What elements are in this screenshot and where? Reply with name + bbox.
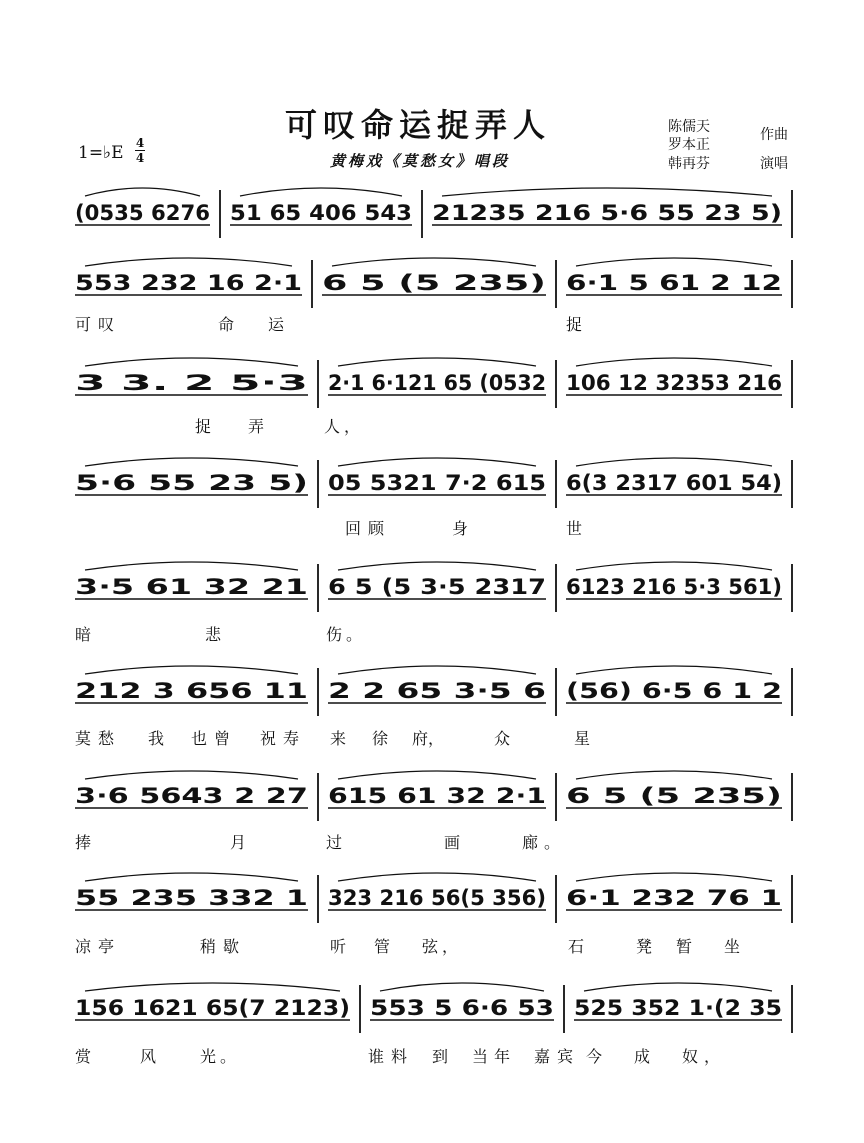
measure-1-2: 51 65 406 543 bbox=[230, 201, 412, 225]
measure-4-1: 5·6 55 23 5) bbox=[75, 471, 308, 495]
lyric-row-3 bbox=[195, 417, 360, 436]
lyric-char: 来 bbox=[330, 729, 347, 748]
lyric-char: 今 bbox=[586, 1047, 603, 1066]
lyric-char: 当 bbox=[472, 1047, 489, 1066]
measure-6-2: 2 2 65 3·5 6 bbox=[328, 679, 546, 703]
lyric-char: 捉 bbox=[195, 417, 212, 436]
measure-7-3: 6 5 (5 235) bbox=[566, 784, 782, 808]
lyric-char: 奴 bbox=[682, 1047, 699, 1066]
measure-5-1: 3·5 61 32 21 bbox=[75, 575, 308, 599]
lyric-char: 也 bbox=[191, 729, 208, 748]
lyric-row-2 bbox=[75, 315, 582, 334]
song-title: 可叹命运捉弄人 bbox=[285, 106, 552, 144]
score-row-8 bbox=[75, 873, 792, 923]
slur bbox=[338, 771, 536, 779]
slur bbox=[338, 562, 536, 570]
slur bbox=[584, 983, 772, 991]
slur bbox=[576, 873, 772, 881]
slur bbox=[338, 666, 536, 674]
lyric-char: 愁 bbox=[98, 729, 115, 748]
slur bbox=[240, 188, 402, 196]
lyric-char: 嘉 bbox=[534, 1047, 551, 1066]
measure-9-1: 156 1621 65(7 2123) bbox=[75, 996, 350, 1020]
lyric-char: 歇 bbox=[223, 937, 240, 956]
slur bbox=[332, 258, 536, 266]
slur bbox=[85, 771, 298, 779]
lyric-char: 可 bbox=[75, 315, 92, 334]
lyric-char: 悲 bbox=[205, 625, 222, 644]
measure-4-2: 05 5321 7·2 615 bbox=[328, 471, 546, 495]
lyric-char: 风 bbox=[140, 1047, 157, 1066]
lyric-char: 到 bbox=[432, 1047, 449, 1066]
time-signature-bottom: 4 bbox=[135, 151, 145, 165]
measure-3-1: 3 3. 2 5·3 bbox=[75, 371, 308, 395]
measure-4-3: 6(3 2317 601 54) bbox=[566, 471, 782, 495]
lyric-char: 祝 bbox=[260, 729, 277, 748]
lyric-char: ， bbox=[704, 1047, 721, 1066]
lyric-char: 捧 bbox=[75, 833, 92, 852]
lyric-char: 暂 bbox=[676, 937, 693, 956]
measure-3-2: 2·1 6·121 65 (0532 bbox=[328, 371, 546, 395]
lyric-char: ， bbox=[344, 417, 361, 436]
measure-6-3: (56) 6·5 6 1 2 bbox=[566, 679, 782, 703]
lyric-char: 身 bbox=[452, 519, 469, 538]
lyric-row-8 bbox=[75, 937, 740, 956]
lyric-char: 谁 bbox=[368, 1047, 385, 1066]
slur bbox=[576, 458, 772, 466]
lyric-char: 运 bbox=[268, 315, 285, 334]
composer-2: 罗本正 bbox=[668, 137, 710, 153]
slur bbox=[85, 358, 298, 366]
measure-7-1: 3·6 5643 2 27 bbox=[75, 784, 308, 808]
lyric-char: 稍 bbox=[200, 937, 217, 956]
lyric-char: 叹 bbox=[98, 315, 115, 334]
slur bbox=[338, 358, 536, 366]
lyric-char: 年 bbox=[494, 1047, 511, 1066]
singer-role: 演唱 bbox=[760, 156, 788, 172]
score-row-6 bbox=[75, 666, 792, 716]
lyric-char: 成 bbox=[634, 1047, 651, 1066]
key-signature: 1=♭E bbox=[78, 143, 124, 163]
lyric-char: 画 bbox=[444, 833, 461, 852]
score-row-1 bbox=[75, 188, 792, 238]
measure-2-3: 6·1 5 61 2 12 bbox=[566, 271, 782, 295]
lyric-char: 月 bbox=[230, 833, 247, 852]
score-rows bbox=[75, 188, 792, 1033]
lyric-char: 凳 bbox=[636, 937, 653, 956]
lyric-char: 命 bbox=[218, 315, 235, 334]
measure-6-1: 212 3 656 11 bbox=[75, 679, 308, 703]
lyric-char: 光 bbox=[200, 1047, 217, 1066]
lyric-char: 凉 bbox=[75, 937, 92, 956]
measure-1-1: (0535 6276 bbox=[75, 201, 211, 225]
lyric-char: 曾 bbox=[214, 729, 231, 748]
lyric-char: 弄 bbox=[248, 417, 265, 436]
slur bbox=[85, 666, 298, 674]
lyric-char: 。 bbox=[544, 833, 561, 852]
lyric-char: 廊 bbox=[522, 833, 539, 852]
lyric-char: 莫 bbox=[75, 729, 92, 748]
slur bbox=[85, 188, 200, 196]
lyric-row-9 bbox=[75, 1047, 720, 1066]
slur bbox=[576, 562, 772, 570]
slur bbox=[338, 458, 536, 466]
measure-8-2: 323 216 56(5 356) bbox=[328, 886, 546, 910]
lyric-char: 世 bbox=[566, 519, 583, 538]
lyric-row-5 bbox=[75, 625, 362, 644]
lyric-char: 料 bbox=[391, 1047, 408, 1066]
lyric-char: 捉 bbox=[566, 315, 583, 334]
slur bbox=[85, 458, 298, 466]
lyric-char: 人 bbox=[324, 417, 341, 436]
lyric-char: 听 bbox=[330, 937, 347, 956]
lyric-row-7 bbox=[75, 833, 560, 852]
lyric-char: 赏 bbox=[75, 1047, 92, 1066]
lyric-row-6 bbox=[75, 729, 590, 748]
lyric-char: 顾 bbox=[368, 519, 385, 538]
measure-2-1: 553 232 16 2·1 bbox=[75, 271, 302, 295]
lyric-char: 府 bbox=[412, 729, 429, 748]
slur bbox=[338, 873, 536, 881]
measure-7-2: 615 61 32 2·1 bbox=[328, 784, 546, 808]
lyric-row-4 bbox=[345, 519, 582, 538]
lyric-char: 伤 bbox=[326, 625, 343, 644]
lyric-char: 暗 bbox=[75, 625, 92, 644]
measure-8-1: 55 235 332 1 bbox=[75, 886, 308, 910]
lyric-char: 回 bbox=[345, 519, 362, 538]
lyric-char: 管 bbox=[374, 937, 391, 956]
slur bbox=[85, 873, 298, 881]
lyric-char: 石 bbox=[568, 937, 585, 956]
lyric-char: 。 bbox=[346, 625, 363, 644]
slur bbox=[576, 666, 772, 674]
measure-9-2: 553 5 6·6 53 bbox=[370, 996, 554, 1020]
slur bbox=[576, 771, 772, 779]
slur bbox=[576, 258, 772, 266]
slur bbox=[380, 983, 544, 991]
lyric-char: ， bbox=[442, 937, 459, 956]
measure-8-3: 6·1 232 76 1 bbox=[566, 886, 782, 910]
lyric-char: 寿 bbox=[283, 729, 300, 748]
measure-3-3: 106 12 32353 216 bbox=[566, 371, 782, 395]
lyric-char: ， bbox=[428, 729, 445, 748]
slur bbox=[85, 983, 340, 991]
slur bbox=[576, 358, 772, 366]
measure-1-3: 21235 216 5·6 55 23 5) bbox=[432, 201, 782, 225]
lyric-char: 我 bbox=[148, 729, 165, 748]
lyric-char: 过 bbox=[326, 833, 343, 852]
measure-2-2: 6 5 (5 235) bbox=[322, 271, 546, 295]
score-row-9 bbox=[75, 983, 792, 1033]
score-row-7 bbox=[75, 771, 792, 821]
singer-name: 韩再芬 bbox=[668, 156, 710, 172]
score-row-4 bbox=[75, 458, 792, 508]
measure-5-2: 6 5 (5 3·5 2317 bbox=[328, 575, 546, 599]
lyric-char: 星 bbox=[574, 729, 591, 748]
score-row-3 bbox=[75, 358, 792, 408]
slur bbox=[85, 562, 298, 570]
slur bbox=[442, 188, 772, 196]
lyric-char: 坐 bbox=[724, 937, 741, 956]
lyric-char: 亭 bbox=[98, 937, 115, 956]
lyric-char: 弦 bbox=[422, 937, 439, 956]
lyric-char: 徐 bbox=[372, 729, 389, 748]
score-row-5 bbox=[75, 562, 792, 612]
lyric-char: 宾 bbox=[557, 1047, 574, 1066]
lyric-char: 。 bbox=[220, 1047, 237, 1066]
score-row-2 bbox=[75, 258, 792, 308]
lyric-char: 众 bbox=[494, 729, 511, 748]
measure-9-3: 525 352 1·(2 35 bbox=[574, 996, 782, 1020]
song-subtitle: 黄梅戏《莫愁女》唱段 bbox=[330, 152, 511, 170]
time-signature-top: 4 bbox=[135, 136, 145, 150]
measure-5-3: 6123 216 5·3 561) bbox=[566, 575, 782, 599]
composer-1: 陈儒天 bbox=[668, 119, 710, 135]
slur bbox=[85, 258, 292, 266]
composer-role: 作曲 bbox=[760, 127, 788, 143]
